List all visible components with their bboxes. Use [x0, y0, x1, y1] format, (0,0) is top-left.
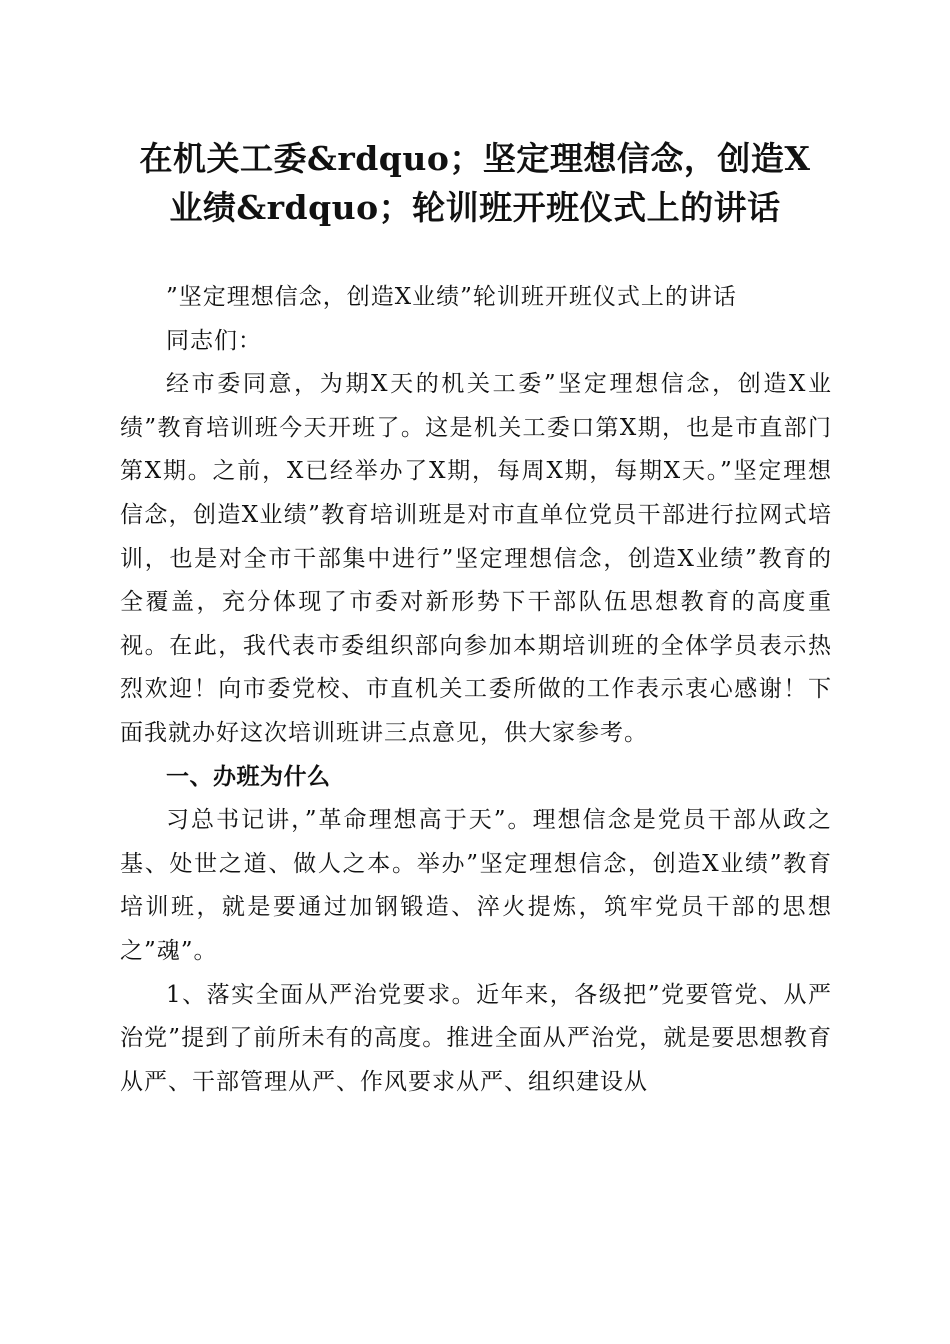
document-body [120, 276, 832, 1104]
salutation: 同志们： [166, 327, 262, 354]
speech-subtitle: ”坚定理想信念，创造X业绩”轮训班开班仪式上的讲话 [166, 284, 737, 310]
body-paragraph: 习总书记讲，”革命理想高于天”。理想信念是党员干部从政之基、处世之道、做人之本。举办”坚定理想信念，创造X业绩”教育培训班，就是要通过加钢锻造、淬火提炼，筑牢党员干部的思想之”魂”。 [120, 807, 832, 964]
section-heading: 一、办班为什么 [166, 763, 331, 790]
title-line-2: 业绩&rdquo；轮训班开班仪式上的讲话 [169, 188, 781, 227]
document-title [110, 134, 840, 232]
title-line-1: 在机关工委&rdquo；坚定理想信念，创造X [139, 139, 811, 178]
body-paragraph: 经市委同意，为期X天的机关工委”坚定理想信念，创造X业绩”教育培训班今天开班了。这是机关工委口第X期，也是市直部门第X期。之前，X已经举办了X期，每周X期，每期X天。”坚定理想信念，创造X业绩”教育培训班是对市直单位党员干部进行拉网式培训，也是对全市干部集中进行”坚定理想信念，创造X业绩”教育的全覆盖，充分体现了市委对新形势下干部队伍思想教育的高度重视。在此，我代表市委组织部向参加本期培训班的全体学员表示热烈欢迎！向市委党校、市直机关工委所做的工作表示衷心感谢！下面我就办好这次培训班讲三点意见，供大家参考。 [120, 371, 832, 746]
body-paragraph: 1、落实全面从严治党要求。近年来，各级把”党要管党、从严治党”提到了前所未有的高度。推进全面从严治党，就是要思想教育从严、干部管理从严、作风要求从严、组织建设从 [120, 981, 832, 1095]
